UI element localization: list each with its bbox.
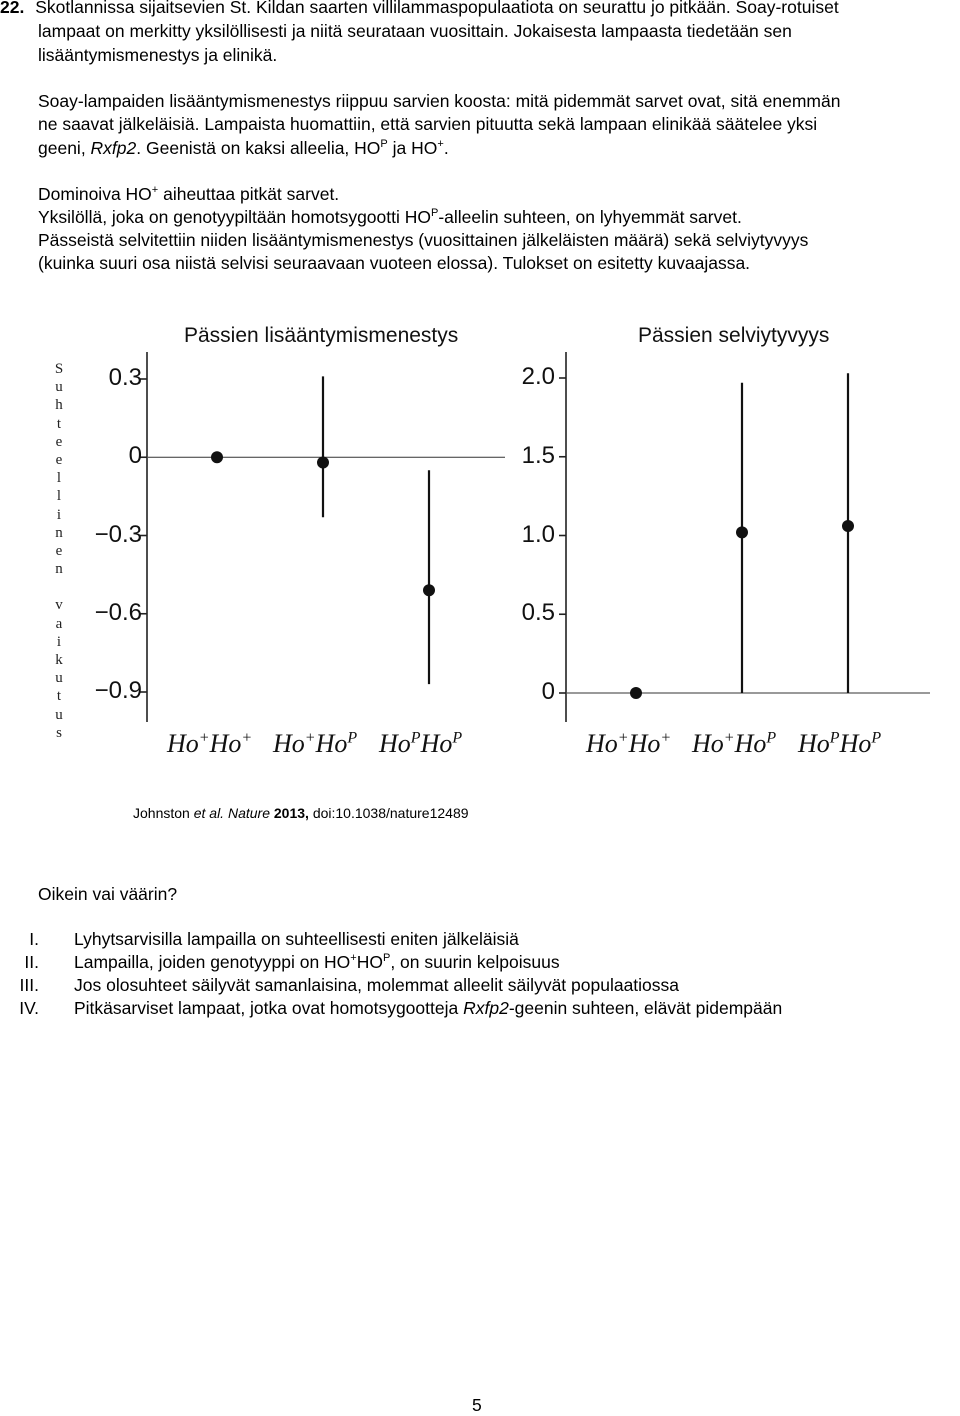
y-tick-label: −0.3	[94, 520, 142, 548]
y-tick-label: 1.0	[521, 520, 555, 548]
statement-numeral: II.	[24, 952, 39, 972]
page-number: 5	[472, 1395, 482, 1415]
statement-numeral: IV.	[19, 998, 39, 1018]
data-point	[211, 451, 223, 463]
statement-text	[74, 952, 560, 973]
x-category-label: Ho+Ho+	[586, 729, 672, 758]
question-intro-line-2: lampaat on merkitty yksilöllisesti ja niitä seurataan vuosittain. Jokaisesta lampaasta tiedetään sen	[38, 21, 792, 41]
citation-authors: Johnston	[133, 805, 194, 821]
para3-text: -alleelin suhteen, on lyhyemmät sarvet.	[438, 207, 742, 227]
chart-title-survival: Pässien selviytyvyys	[638, 324, 830, 347]
para2-text: geeni,	[38, 138, 91, 158]
citation-year: 2013,	[273, 805, 309, 821]
superscript: P	[431, 207, 439, 220]
para2-line-2: ne saavat jälkeläisiä. Lampaista huomattiin, että sarvien pituutta sekä lampaan elinikää säätelee yksi	[38, 114, 818, 134]
para3-text: aiheuttaa pitkät sarvet.	[158, 184, 340, 204]
statement-text-part: -geenin suhteen, elävät pidempään	[508, 998, 783, 1018]
x-category-label: Ho+Ho+	[167, 729, 253, 758]
question-intro-line-3: lisääntymismenestys ja elinikä.	[38, 45, 278, 65]
para3-line-3: Pässeistä selvitettiin niiden lisääntymismenestys (vuosittainen jälkeläisten määrä) sekä selviytyvyys	[38, 230, 809, 250]
citation-doi: doi:10.1038/nature12489	[312, 805, 469, 821]
y-tick-label: 0	[128, 442, 142, 470]
para3-text: Yksilöllä, joka on genotyypiltään homotsygootti HO	[38, 207, 431, 227]
statement-text-part: Pitkäsarviset lampaat, jotka ovat homotsygootteja	[74, 998, 464, 1018]
statement-text-part: HO	[356, 952, 383, 972]
true-false-prompt: Oikein vai väärin?	[38, 884, 178, 904]
y-tick-label: 2.0	[521, 363, 555, 390]
superscript: P	[380, 138, 388, 151]
para2-line-1: Soay-lampaiden lisääntymismenestys riippuu sarvien koosta: mitä pidemmät sarvet ovat, sitä enemmän	[38, 91, 841, 111]
data-point	[842, 520, 854, 532]
x-category-label: $Ho^+Ho^P$	[692, 729, 777, 758]
chart-title-reproduction: Pässien lisääntymismenestys	[184, 324, 459, 347]
citation-etal: et al.	[193, 805, 225, 821]
data-point	[317, 456, 329, 468]
y-tick-label: −0.6	[94, 598, 142, 626]
data-point	[736, 526, 748, 538]
para2-text: . Geenistä on kaksi alleelia, HO	[136, 138, 381, 158]
para3-text: Dominoiva HO	[38, 184, 152, 204]
para2-text: ja HO	[387, 138, 438, 158]
statement-text-part: , on suurin kelpoisuus	[390, 952, 560, 972]
y-tick-label: 0	[541, 678, 555, 705]
statement-text-part: Lampailla, joiden genotyyppi on HO	[74, 952, 351, 972]
x-category-label: $Ho^+Ho^P$	[273, 729, 358, 758]
gene-name: Rxfp2	[90, 138, 137, 158]
citation-journal: Nature	[227, 805, 270, 821]
x-category-label: $Ho^PHo^P$	[798, 729, 882, 758]
data-point	[630, 687, 642, 699]
statement-text: Jos olosuhteet säilyvät samanlaisina, molemmat alleelit säilyvät populaatiossa	[74, 975, 680, 995]
para2-text: .	[443, 138, 449, 158]
y-tick-label: 0.5	[521, 599, 555, 627]
statement-numeral: I.	[29, 929, 39, 949]
y-tick-label: 1.5	[521, 441, 555, 469]
superscript: +	[151, 184, 159, 197]
question-number: 22.	[0, 0, 25, 17]
superscript: P	[382, 952, 391, 965]
statement-text: Lyhytsarvisilla lampailla on suhteellisesti eniten jälkeläisiä	[74, 929, 519, 949]
para3-line-4: (kuinka suuri osa niistä selvisi seuraavaan vuoteen elossa). Tulokset on esitetty kuvaajassa.	[38, 253, 751, 273]
statement-text	[74, 998, 782, 1019]
superscript: +	[437, 138, 444, 151]
gene-name: Rxfp2	[463, 998, 509, 1018]
y-tick-label: −0.9	[94, 677, 142, 704]
data-point	[423, 584, 435, 596]
figure-citation	[133, 805, 469, 821]
statement-numeral: III.	[19, 975, 39, 995]
question-intro-text: Skotlannissa sijaitsevien St. Kildan saarten villilammaspopulaatiota on seurattu jo pitkään. Soay-rotuiset	[35, 0, 839, 17]
superscript: +	[350, 952, 357, 965]
x-category-label: $Ho^PHo^P$	[379, 729, 463, 758]
y-axis-vertical-label: S u h t e e l l i n e n v a i k u t u s	[54, 361, 64, 741]
y-tick-label: 0.3	[108, 364, 142, 391]
